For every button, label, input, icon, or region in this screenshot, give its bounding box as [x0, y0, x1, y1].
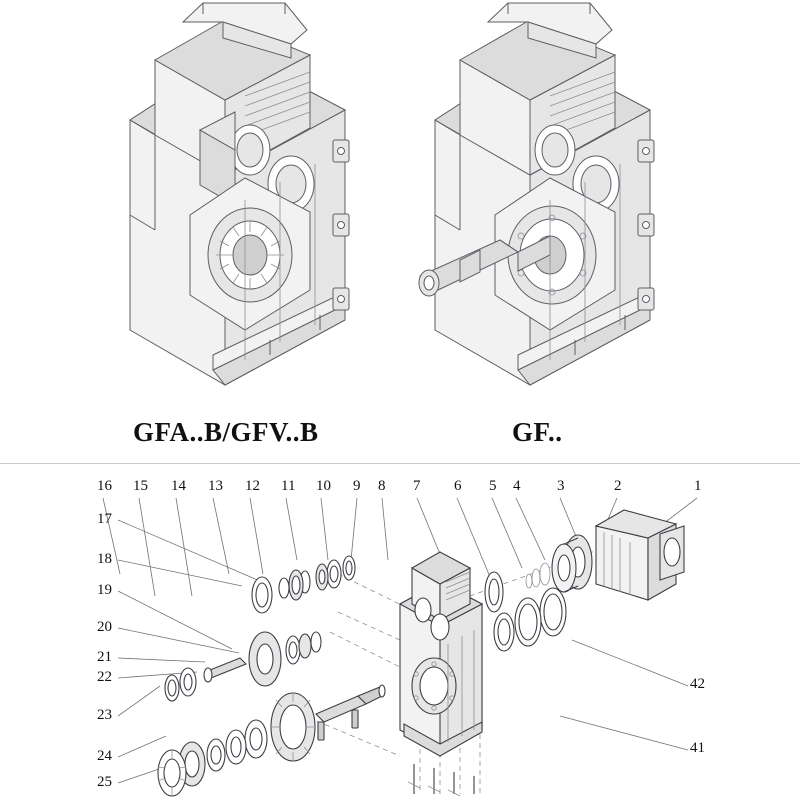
callout-3: 3 — [557, 478, 565, 494]
callout-5: 5 — [489, 478, 497, 494]
part-input-flange — [552, 535, 592, 592]
caption-left: GFA..B/GFV..B — [133, 417, 319, 447]
part-motor-adapter — [596, 510, 684, 600]
callout-7: 7 — [413, 478, 421, 494]
callout-24: 24 — [97, 748, 112, 764]
exploded-view-svg — [0, 464, 800, 800]
callout-14: 14 — [171, 478, 186, 494]
callout-25: 25 — [97, 774, 112, 790]
callout-13: 13 — [208, 478, 223, 494]
callout-19: 19 — [97, 582, 112, 598]
callout-12: 12 — [245, 478, 260, 494]
callout-20: 20 — [97, 619, 112, 635]
callout-22: 22 — [97, 669, 112, 685]
callout-1: 1 — [694, 478, 702, 494]
gearbox-drawing-gf — [400, 0, 710, 400]
gearbox-drawing-gfab-gfvb — [95, 0, 405, 400]
callout-8: 8 — [378, 478, 386, 494]
callout-15: 15 — [133, 478, 148, 494]
gearbox-right-svg — [400, 0, 710, 400]
callout-6: 6 — [454, 478, 462, 494]
callout-11: 11 — [281, 478, 296, 494]
callout-10: 10 — [316, 478, 331, 494]
callout-4: 4 — [513, 478, 521, 494]
callout-42: 42 — [690, 676, 705, 692]
callout-18: 18 — [97, 551, 112, 567]
callout-41: 41 — [690, 740, 705, 756]
gearbox-left-svg — [95, 0, 405, 400]
callout-21: 21 — [97, 649, 112, 665]
callout-9: 9 — [353, 478, 361, 494]
exploded-assembly-diagram — [0, 464, 800, 800]
callout-16: 16 — [97, 478, 112, 494]
callout-17: 17 — [97, 511, 112, 527]
callout-23: 23 — [97, 707, 112, 723]
part-stack-upper-left — [252, 556, 355, 613]
part-stack-lower-left — [158, 685, 385, 796]
caption-right: GF.. — [512, 417, 563, 447]
callout-2: 2 — [614, 478, 622, 494]
part-main-housing — [400, 552, 482, 756]
